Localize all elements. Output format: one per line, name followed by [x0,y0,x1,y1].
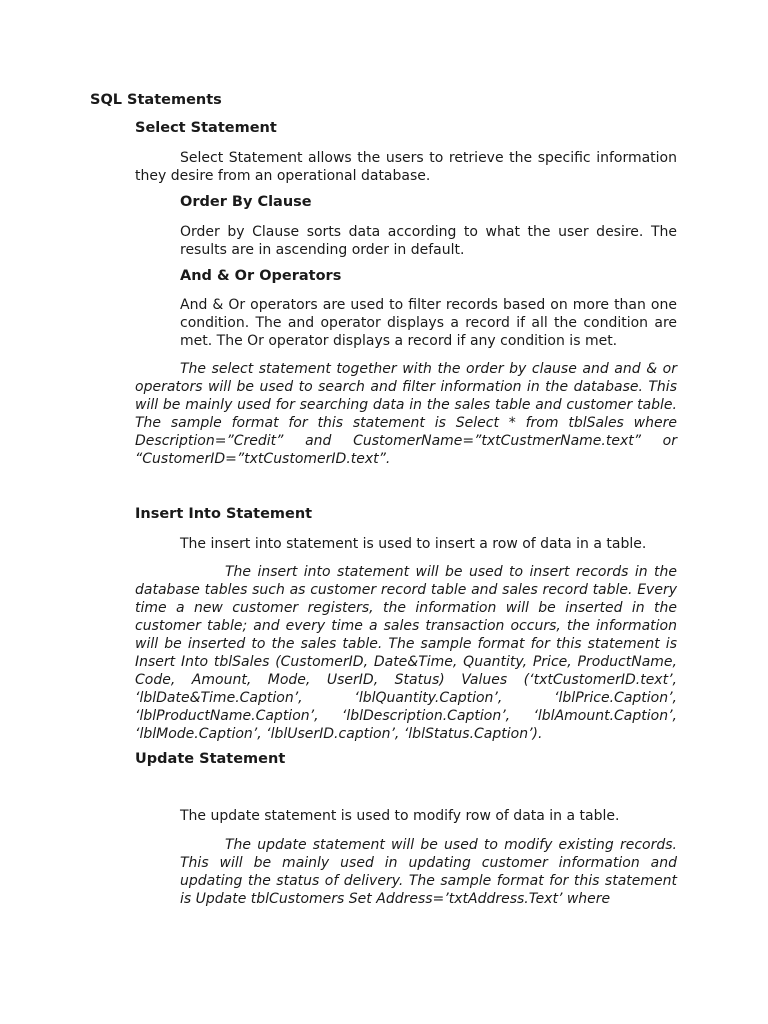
insert-usage-paragraph: The insert into statement will be used to insert records in the database tables such as customer record table and sales record table. Every time a new customer registers, the information will be inserted in the customer table; and every time a sales transaction occurs, the information will be inserted to the sales table. The sample format for this statement is Insert Into tblSales (CustomerID, Date&Time, Quantity, Price, ProductName, Code, Amount, Mode, UserID, Status) Values (‘txtCustomerID.text’, ‘lblDate&Time.Caption’, ‘lblQuantity.Caption’, ‘lblPrice.Caption’, ‘lblProductName.Caption’, ‘lblDescription.Caption’, ‘lblAmount.Caption’, ‘lblMode.Caption’, ‘lblUserID.caption’, ‘lblStatus.Caption’). [135,564,677,742]
document-title: SQL Statements [90,92,222,108]
update-heading: Update Statement [135,751,286,767]
order-by-text: Order by Clause sorts data according to what the user desire. The results are in ascending order in default. [180,224,677,258]
insert-into-heading: Insert Into Statement [135,506,313,522]
select-statement-intro: Select Statement allows the users to retrieve the specific information they desire from an operational database. [135,150,677,184]
insert-into-intro: The insert into statement is used to insert a row of data in a table. [180,536,647,552]
select-usage-paragraph: The select statement together with the order by clause and and & or operators will be used to search and filter information in the database. This will be mainly used for searching data in the sales table and customer table. The sample format for this statement is Select * from tblSales where Description=”Credit” and CustomerName=”txtCustmerName.text” or “CustomerID=”txtCustomerID.text”. [135,361,677,467]
and-or-heading: And & Or Operators [180,268,342,284]
and-or-text: And & Or operators are used to filter records based on more than one condition. The and operator displays a record if all the condition are met. The Or operator displays a record if any condition is met. [180,297,677,349]
select-statement-heading: Select Statement [135,120,277,136]
update-intro: The update statement is used to modify row of data in a table. [180,808,620,824]
update-usage-paragraph: The update statement will be used to modify existing records. This will be mainly used in updating customer information and updating the status of delivery. The sample format for this statement is Update tblCustomers Set Address=’txtAddress.Text’ where [180,837,677,907]
order-by-heading: Order By Clause [180,194,312,210]
